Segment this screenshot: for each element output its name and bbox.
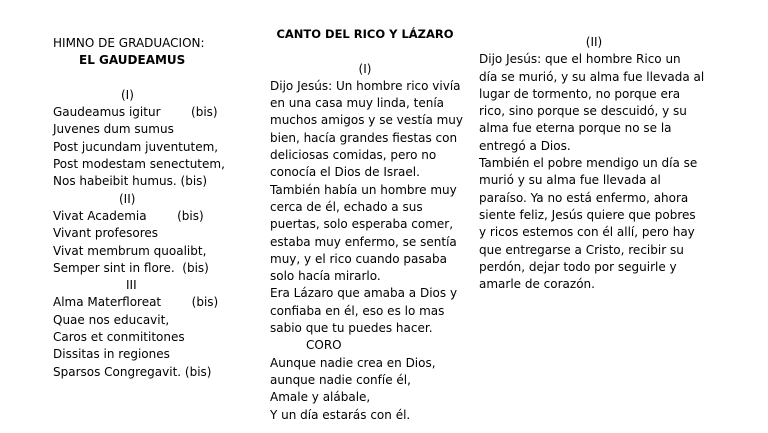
verse-line: sabio que tu puedes hacer.: [270, 321, 433, 336]
verse-line: Dijo Jesús: que el hombre Rico un: [479, 52, 681, 67]
chorus-label: CORO: [306, 338, 342, 353]
gaudeamus-column: [53, 35, 253, 381]
section-2-number: (II): [585, 35, 603, 49]
verse-line: Post jucundam juventutem,: [53, 139, 219, 154]
verse-line: día se murió, y su alma fue llevada al: [479, 69, 705, 84]
verse-line: Alma Materfloreat (bis): [53, 295, 219, 310]
chorus-line: Y un día estarás con él.: [270, 407, 411, 422]
verse-line: y ricos estemos con él allí, pero hay: [479, 225, 695, 240]
verse-line: Quae nos educavit,: [53, 312, 170, 327]
verse-section-1: [270, 78, 464, 337]
verse-line: murió y su alma fue llevada al: [479, 173, 661, 188]
verse-line: solo hacía mirarlo.: [270, 269, 381, 284]
song-title: CANTO DEL RICO Y LÁZARO: [276, 27, 454, 41]
verse-line: en una casa muy linda, tenía: [270, 96, 445, 111]
chorus-line: aunque nadie confíe él,: [270, 372, 411, 387]
blank-line: [53, 70, 253, 87]
verse-line: Dijo Jesús: Un hombre rico vivía: [270, 78, 461, 93]
chorus: [270, 355, 460, 424]
verse-line: Vivant profesores: [53, 226, 158, 241]
verse-line: entregó a Dios.: [479, 138, 571, 153]
verse-line: Gaudeamus igitur (bis): [53, 105, 218, 120]
verse-line: perdón, dejar todo por seguirle y: [479, 259, 677, 274]
verse-line: Post modestam senectutem,: [53, 157, 225, 172]
verse-line: puertas, solo esperaba comer,: [270, 217, 454, 232]
verse-line: muy, y el rico cuando pasaba: [270, 251, 447, 266]
stanza-1: [53, 104, 253, 190]
verse-line: lugar de tormento, no porque era: [479, 86, 681, 101]
verse-line: Nos habeibit humus. (bis): [53, 174, 208, 189]
verse-line: conocía el Dios de Israel.: [270, 165, 420, 180]
verse-line: muchos amigos y se vestía muy: [270, 113, 464, 128]
stanza-1-number: (I): [121, 87, 134, 102]
verse-line: siente feliz, Jesús quiere que pobres: [479, 207, 696, 222]
stanza-3-number: III: [126, 278, 137, 293]
verse-line: Vivat membrum quoalibt,: [53, 243, 207, 258]
stanza-2: [53, 208, 253, 277]
verse-line: rico, sino porque se descuidó, y su: [479, 104, 687, 119]
verse-line: Caros et conmititones: [53, 330, 185, 345]
verse-line: También el pobre mendigo un día se: [479, 156, 698, 171]
verse-line: cerca de él, echado a sus: [270, 199, 423, 214]
verse-line: alma fue eterna porque no se la: [479, 121, 672, 136]
chorus-line: Aunque nadie crea en Dios,: [270, 355, 436, 370]
verse-line: paraíso. Ya no está enfermo, ahora: [479, 190, 689, 205]
stanza-2-number: (II): [119, 191, 136, 206]
section-1-number: (I): [358, 61, 372, 76]
verse-section-2: [479, 51, 709, 293]
stanza-3: [53, 294, 253, 380]
hymn-subtitle: EL GAUDEAMUS: [79, 53, 186, 68]
verse-line: Vivat Academia (bis): [53, 208, 204, 223]
part-2-column: [479, 34, 709, 293]
blank-line: [270, 43, 460, 60]
verse-line: También había un hombre muy: [270, 182, 457, 197]
chorus-line: Amale y alábale,: [270, 390, 371, 405]
verse-line: Semper sint in flore. (bis): [53, 260, 209, 275]
verse-line: estaba muy enfermo, se sentía: [270, 234, 457, 249]
verse-line: Juvenes dum sumus: [53, 122, 174, 137]
verse-line: que entregarse a Cristo, recibir su: [479, 242, 684, 257]
verse-line: Sparsos Congregavit. (bis): [53, 364, 212, 379]
verse-line: Era Lázaro que amaba a Dios y: [270, 286, 458, 301]
verse-line: amarle de corazón.: [479, 277, 595, 292]
verse-line: bien, hacía grandes fiestas con: [270, 130, 458, 145]
verse-line: Dissitas in regiones: [53, 347, 170, 362]
verse-line: deliciosas comidas, pero no: [270, 148, 437, 163]
hymn-title: HIMNO DE GRADUACION:: [53, 36, 205, 50]
verse-line: confiaba en él, eso es lo mas: [270, 303, 445, 318]
rico-lazaro-column: [270, 26, 464, 424]
